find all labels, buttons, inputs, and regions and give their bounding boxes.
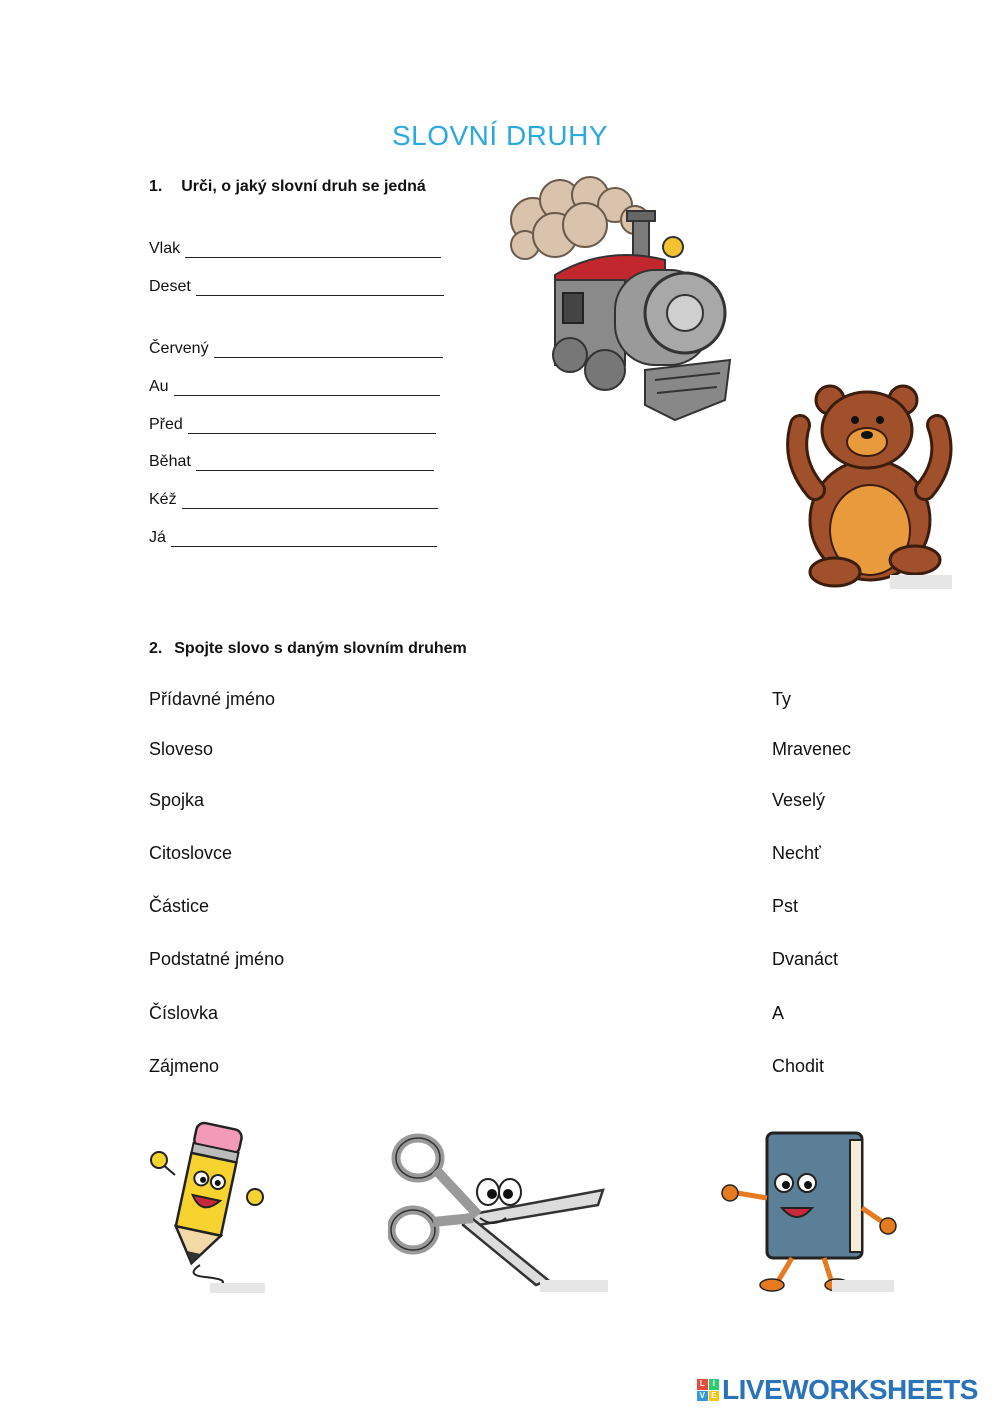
- match-left-item[interactable]: Podstatné jméno: [149, 949, 285, 969]
- word-row: [149, 529, 437, 547]
- answer-line[interactable]: [214, 341, 443, 358]
- word-row: [149, 240, 441, 258]
- word-label: Červený: [149, 340, 209, 357]
- word-label: Před: [149, 416, 183, 433]
- match-right-item[interactable]: Mravenec: [772, 739, 852, 759]
- liveworksheets-logo: [697, 1374, 978, 1406]
- answer-line[interactable]: [196, 454, 434, 471]
- task1-heading-text: Urči, o jaký slovní druh se jedná: [181, 178, 426, 195]
- word-row: [149, 491, 438, 509]
- word-row: [149, 416, 436, 434]
- word-label: Vlak: [149, 240, 181, 257]
- train-illustration: [505, 175, 740, 425]
- page-title: SLOVNÍ DRUHY: [391, 120, 609, 151]
- answer-line[interactable]: [188, 417, 436, 434]
- word-row: [149, 453, 434, 471]
- answer-line[interactable]: [182, 492, 438, 509]
- match-right-item[interactable]: Chodit: [772, 1056, 825, 1076]
- word-label: Kéž: [149, 491, 177, 508]
- word-row: [149, 278, 444, 296]
- match-right-item[interactable]: A: [772, 1003, 785, 1023]
- word-row: [149, 378, 440, 396]
- word-label: Já: [149, 529, 166, 546]
- word-row: [149, 340, 443, 358]
- match-right-item[interactable]: Veselý: [772, 790, 826, 810]
- match-left-item[interactable]: Částice: [149, 896, 210, 916]
- word-label: Běhat: [149, 453, 191, 470]
- logo-mark-icon: L I V E: [697, 1379, 719, 1401]
- match-right-item[interactable]: Ty: [772, 689, 792, 709]
- logo-text: LIVEWORKSHEETS: [722, 1374, 978, 1405]
- task2-number: 2.: [149, 640, 163, 657]
- answer-line[interactable]: [174, 379, 440, 396]
- answer-line[interactable]: [171, 530, 437, 547]
- task2-heading-text: Spojte slovo s daným slovním druhem: [174, 640, 467, 657]
- task1-heading: [149, 178, 426, 196]
- bear-illustration: [785, 380, 955, 592]
- match-left-item[interactable]: Spojka: [149, 790, 205, 810]
- match-left-item[interactable]: Citoslovce: [149, 843, 233, 863]
- book-illustration: [712, 1128, 897, 1296]
- word-label: Au: [149, 378, 169, 395]
- answer-line[interactable]: [185, 241, 441, 258]
- match-left-item[interactable]: Číslovka: [149, 1003, 219, 1023]
- match-left-item[interactable]: Zájmeno: [149, 1056, 220, 1076]
- answer-line[interactable]: [196, 279, 444, 296]
- pencil-illustration: [145, 1115, 270, 1295]
- match-right-item[interactable]: Nechť: [772, 843, 821, 863]
- match-left-item[interactable]: Sloveso: [149, 739, 214, 759]
- word-label: Deset: [149, 278, 191, 295]
- scissors-illustration: [388, 1130, 610, 1295]
- match-right-item[interactable]: Pst: [772, 896, 799, 916]
- match-right-item[interactable]: Dvanáct: [772, 949, 839, 969]
- task2-heading: [149, 640, 467, 658]
- task1-number: 1.: [149, 178, 163, 195]
- match-left-item[interactable]: Přídavné jméno: [149, 689, 276, 709]
